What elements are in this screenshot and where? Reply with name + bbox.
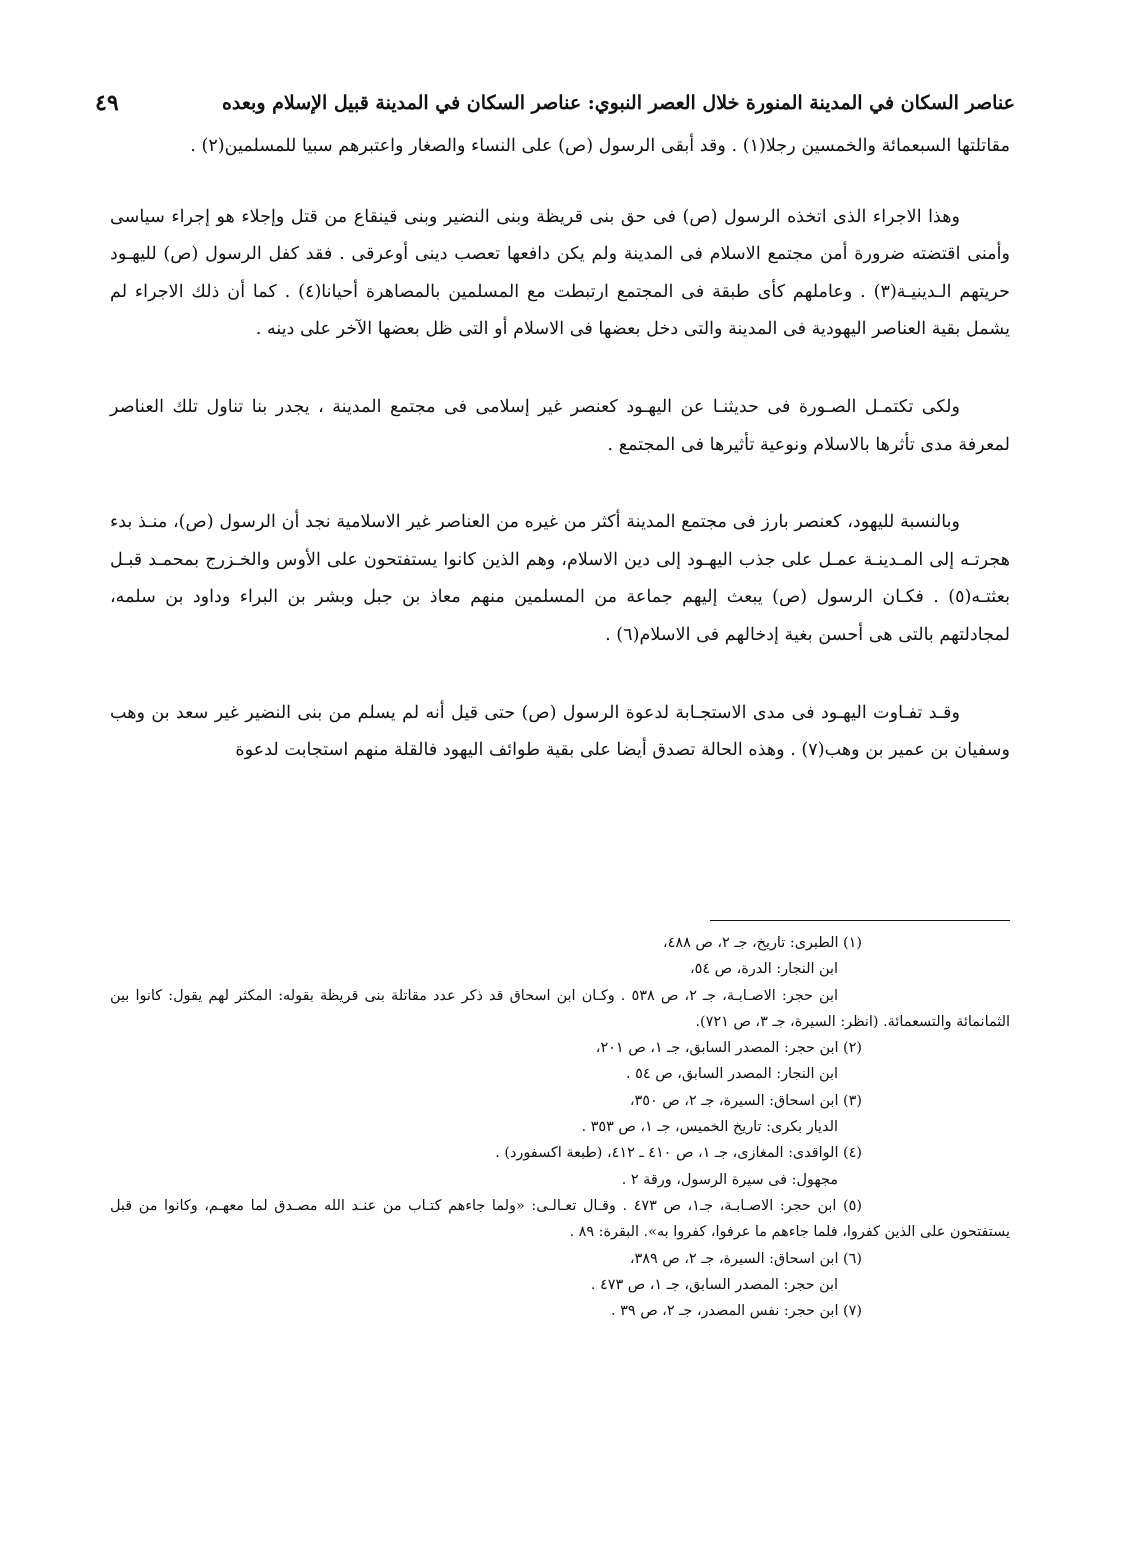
footnote-5: (٥) ابن حجر: الاصـابـة، جـ١، ص ٤٧٣ . وقـال تعـالـى: «ولما جاءهم كتـاب من عنـد الله مصـدق لما معهـم، وكانوا من قبل يستفتحون على الذين كفروا، فلما جاءهم ما عرفوا، كفروا به». البقرة: ٨٩ . (110, 1197, 1010, 1241)
footnote-4: (٤) الواقدى: المغازى، جـ ١، ص ٤١٠ ـ ٤١٢، (طبعة اكسفورد) . (495, 1145, 862, 1162)
paragraph: وهذا الاجراء الذى اتخذه الرسول (ص) فى حق بنى قريظة وبنى النضير وبنى قينقاع من قتل وإجلاء هو إجراء سياسى وأمنى اقتضته ضرورة أمن مجتمع الاسلام فى المدينة ولم يكن دافعها تعصب دينى أوعرقى . فقد كفل الرسول (ص) لليهـود حريتهم الـدينيـة(٣) . وعاملهم كأى طبقة فى المجتمع ارتبطت مع المسلمين بالمصاهرة أحيانا(٤) . كما أن ذلك الاجراء لم يشمل بقية العناصر اليهودية فى المدينة والتى دخل بعضها فى الاسلام أو التى ظل بعضها الآخر على دينه . (110, 206, 1010, 340)
paragraph-continuation: مقاتلتها السبعمائة والخمسين رجلا(١) . وقد أبقى الرسول (ص) على النساء والصغار واعتبرهم سبيا للمسلمين(٢) . (190, 136, 1010, 156)
footnote-2-ref: ابن النجار: المصدر السابق، ص ٥٤ . (626, 1066, 838, 1083)
paragraph: ولكى تكتمـل الصـورة فى حديثنـا عن اليهـود كعنصر غير إسلامى فى مجتمع المدينة ، يجدر بنا تناول تلك العناصر لمعرفة مدى تأثرها بالاسلام ونوعية تأثيرها فى المجتمع . (110, 396, 1010, 455)
footnote-separator (710, 920, 1010, 921)
page-header (95, 88, 1015, 118)
running-head: عناصر السكان في المدينة المنورة خلال العصر النبوي: عناصر السكان في المدينة قبيل الإسلام وبعده (221, 92, 1015, 114)
main-text (110, 128, 1010, 770)
footnote-7: (٧) ابن حجر: نفس المصدر، جـ ٢، ص ٣٩ . (611, 1303, 862, 1320)
footnote-3-ref: الديار بكرى: تاريخ الخميس، جـ ١، ص ٣٥٣ . (581, 1119, 838, 1136)
footnote-2: (٢) ابن حجر: المصدر السابق، جـ ١، ص ٢٠١، (595, 1040, 862, 1057)
footnote-3: (٣) ابن اسحاق: السيرة، جـ ٢، ص ٣٥٠، (629, 1092, 862, 1109)
footnote-4-ref: مجهول: فى سيرة الرسول، ورقة ٢ . (621, 1171, 838, 1188)
footnote-6: (٦) ابن اسحاق: السيرة، جـ ٢، ص ٣٨٩، (629, 1250, 862, 1267)
paragraph: وقـد تفـاوت اليهـود فى مدى الاستجـابة لدعوة الرسول (ص) حتى قيل أنه لم يسلم من بنى النضير غير سعد بن وهب وسفيان بن عمير بن وهب(٧) . وهذه الحالة تصدق أيضا على بقية طوائف اليهود فالقلة منهم استجابت لدعوة (110, 702, 1010, 761)
footnote-1: (١) الطبرى: تاريخ، جـ ٢، ص ٤٨٨، (662, 935, 862, 951)
paragraph: وبالنسبة لليهود، كعنصر بارز فى مجتمع المدينة أكثر من غيره من العناصر غير الاسلامية نجد أن الرسول (ص)، منـذ بدء هجرتـه إلى المـدينـة عمـل على جذب اليهـود إلى دين الاسلام، وهم الذين كانوا يستفتحون على الأوس والخـزرج بمحمـد قبـل بعثتـه(٥) . فكـان الرسول (ص) يبعث إليهم جماعة من المسلمين منهم معاذ بن جبل وبشر بن البراء وداود بن سلمه، لمجادلتهم بالتى هى أحسن بغية إدخالهم فى الاسلام(٦) . (110, 512, 1010, 645)
footnote-6-ref: ابن حجر: المصدر السابق، جـ ١، ص ٤٧٣ . (590, 1276, 838, 1293)
page-number: ٤٩ (95, 90, 119, 116)
footnotes (110, 930, 1010, 1324)
footnote-1-ref: ابن حجر: الاصـابـة، جـ ٢، ص ٥٣٨ . وكـان ابن اسحاق قد ذكر عدد مقاتلة بنى قريظة بقوله: المكثر لهم يقول: كانوا بين الثمانمائة والتسعمائة. (انظر: السيرة، جـ ٣، ص ٧٢١). (110, 987, 1010, 1030)
footnote-1-ref: ابن النجار: الدرة، ص ٥٤، (689, 961, 838, 978)
